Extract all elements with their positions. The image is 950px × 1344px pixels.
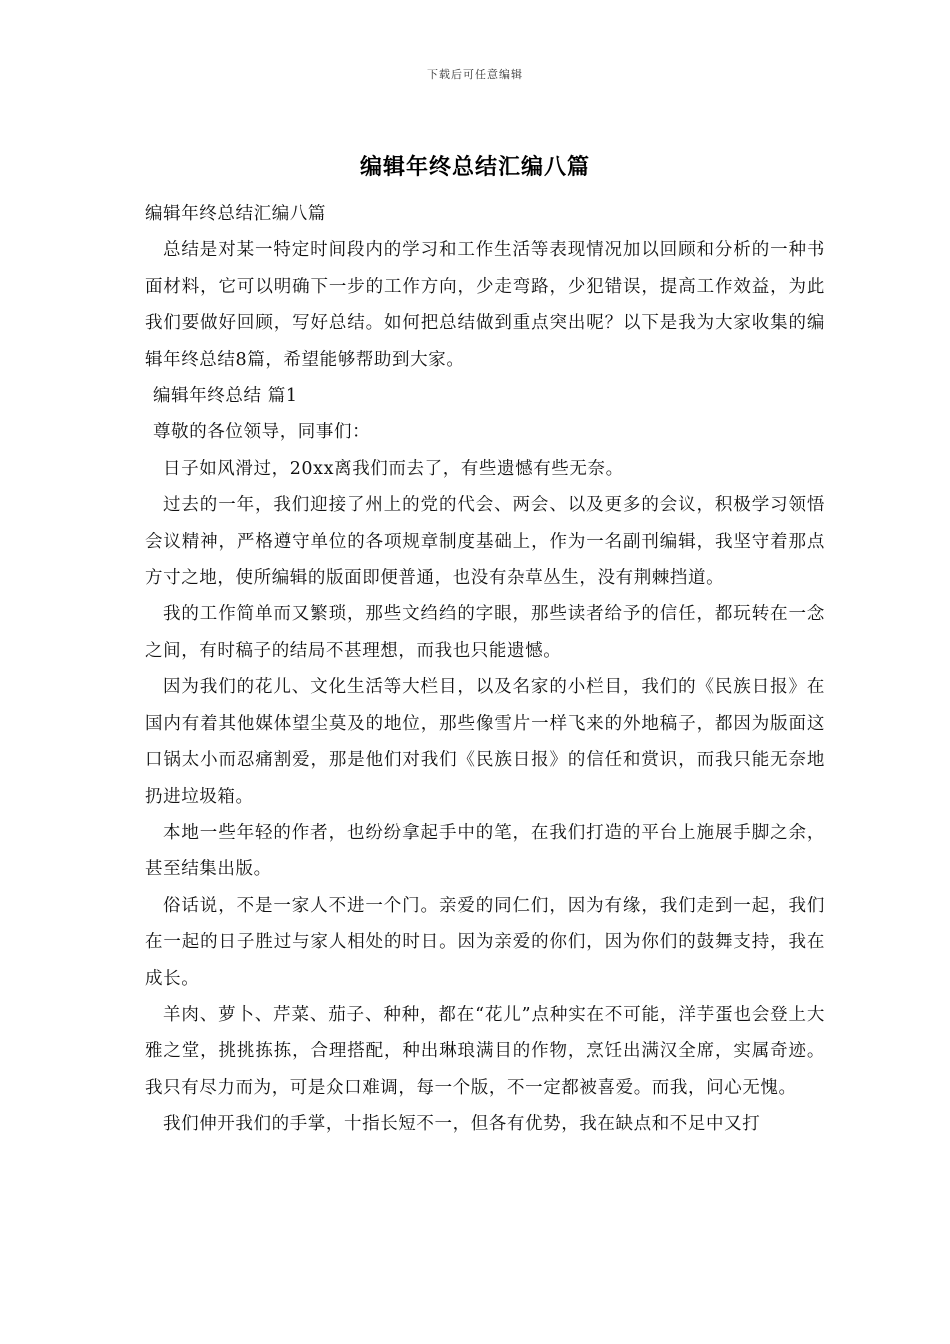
- document-title: 编辑年终总结汇编八篇: [359, 154, 590, 180]
- body-paragraph: 因为我们的花儿、文化生活等大栏目，以及名家的小栏目，我们的《民族日报》在国内有着其他媒体望尘莫及的地位，那些像雪片一样飞来的外地稿子，都因为版面这口锅太小而忍痛割爱，那是他们对我们《民族日报》的信任和赏识，而我只能无奈地扔进垃圾箱。: [145, 677, 825, 807]
- body-paragraph: 俗话说，不是一家人不进一个门。亲爱的同仁们，因为有缘，我们走到一起，我们在一起的日子胜过与家人相处的时日。因为亲爱的你们，因为你们的鼓舞支持，我在成长。: [145, 895, 825, 989]
- subtitle-line: 编辑年终总结汇编八篇: [145, 204, 326, 224]
- body-paragraph: 我们伸开我们的手掌，十指长短不一，但各有优势，我在缺点和不足中又打: [163, 1114, 761, 1135]
- document-body: [145, 196, 825, 1143]
- intro-paragraph: 总结是对某一特定时间段内的学习和工作生活等表现情况加以回顾和分析的一种书面材料，它可以明确下一步的工作方向，少走弯路，少犯错误，提高工作效益，为此我们要做好回顾，写好总结。如何把总结做到重点突出呢？以下是我为大家收集的编辑年终总结8篇，希望能够帮助到大家。: [145, 240, 825, 370]
- section-heading: 编辑年终总结 篇1: [153, 386, 298, 407]
- body-paragraph: 日子如风滑过，20xx离我们而去了，有些遗憾有些无奈。: [163, 458, 624, 479]
- header-note: 下载后可任意编辑: [427, 68, 523, 81]
- body-paragraph: 我的工作简单而又繁琐，那些文绉绉的字眼，那些读者给予的信任，都玩转在一念之间，有时稿子的结局不甚理想，而我也只能遗憾。: [145, 604, 825, 661]
- body-paragraph: 本地一些年轻的作者，也纷纷拿起手中的笔，在我们打造的平台上施展手脚之余，甚至结集出版。: [145, 822, 825, 880]
- body-paragraph: 过去的一年，我们迎接了州上的党的代会、两会、以及更多的会议，积极学习领悟会议精神，严格遵守单位的各项规章制度基础上，作为一名副刊编辑，我坚守着那点方寸之地，使所编辑的版面即便普通，也没有杂草丛生，没有荆棘挡道。: [145, 495, 825, 589]
- salutation: 尊敬的各位领导，同事们：: [153, 422, 371, 443]
- body-paragraph: 羊肉、萝卜、芹菜、茄子、种种，都在“花儿”点种实在不可能，洋芋蛋也会登上大雅之堂，挑挑拣拣，合理搭配，种出琳琅满目的作物，烹饪出满汉全席，实属奇迹。我只有尽力而为，可是众口难调，每一个版，不一定都被喜爱。而我，问心无愧。: [145, 1004, 825, 1098]
